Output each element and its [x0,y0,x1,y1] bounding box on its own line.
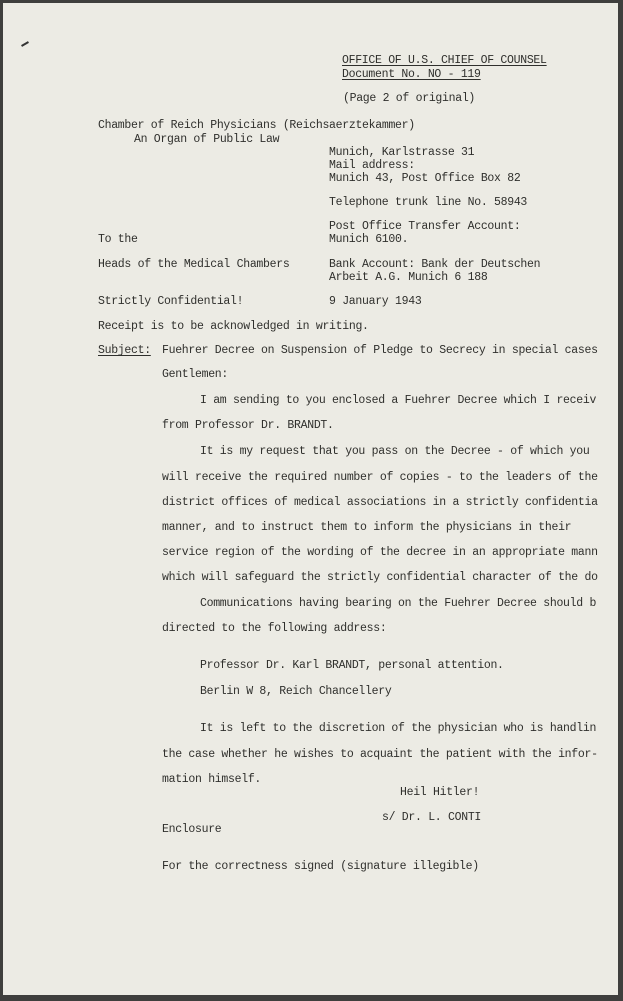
paragraph-line: Communications having bearing on the Fuehrer Decree should b [200,597,597,610]
paragraph-line: manner, and to instruct them to inform the physicians in their [162,521,572,534]
paragraph-line: I am sending to you enclosed a Fuehrer Decree which I receiv [200,394,597,407]
document-page [3,3,618,995]
paragraph-line: service region of the wording of the decree in an appropriate mann [162,546,598,559]
paragraph-line: will receive the required number of copies - to the leaders of the [162,471,598,484]
paragraph-line: It is left to the discretion of the physician who is handlin [200,722,597,735]
confidential-note: Strictly Confidential! [98,295,244,308]
paragraph-line: which will safeguard the strictly confidential character of the do [162,571,598,584]
letter-date: 9 January 1943 [329,295,422,308]
contact-name: Professor Dr. Karl BRANDT, personal attention. [200,659,504,672]
office-heading: OFFICE OF U.S. CHIEF OF COUNSEL [342,54,547,67]
paragraph-line: district offices of medical associations in a strictly confidentia [162,496,598,509]
transfer-account-label: Post Office Transfer Account: [329,220,521,233]
bank-account-number: Arbeit A.G. Munich 6 188 [329,271,488,284]
closing-greeting: Heil Hitler! [400,786,480,799]
address-mail-label: Mail address: [329,159,415,172]
subject-label: Subject: [98,344,151,357]
contact-address: Berlin W 8, Reich Chancellery [200,685,392,698]
paragraph-line: It is my request that you pass on the Decree - of which you [200,445,590,458]
recipient-heads: Heads of the Medical Chambers [98,258,290,271]
page-note: (Page 2 of original) [343,92,476,105]
certification-note: For the correctness signed (signature illegible) [162,860,479,873]
telephone: Telephone trunk line No. 58943 [329,196,528,209]
address-street: Munich, Karlstrasse 31 [329,146,475,159]
sender-org-subtitle: An Organ of Public Law [134,133,280,146]
bank-account: Bank Account: Bank der Deutschen [329,258,541,271]
subject-text: Fuehrer Decree on Suspension of Pledge to Secrecy in special cases [162,344,598,357]
transfer-account-number: Munich 6100. [329,233,409,246]
paragraph-line: the case whether he wishes to acquaint the patient with the infor- [162,748,598,761]
paragraph-line: mation himself. [162,773,262,786]
sender-org: Chamber of Reich Physicians (Reichsaerztekammer) [98,119,415,132]
receipt-note: Receipt is to be acknowledged in writing. [98,320,369,333]
salutation: Gentlemen: [162,368,229,381]
address-po-box: Munich 43, Post Office Box 82 [329,172,521,185]
document-number: Document No. NO - 119 [342,68,481,81]
paragraph-line: directed to the following address: [162,622,387,635]
margin-mark [21,41,29,47]
recipient-to: To the [98,233,138,246]
signature: s/ Dr. L. CONTI [382,811,482,824]
paragraph-line: from Professor Dr. BRANDT. [162,419,334,432]
enclosure-note: Enclosure [162,823,222,836]
